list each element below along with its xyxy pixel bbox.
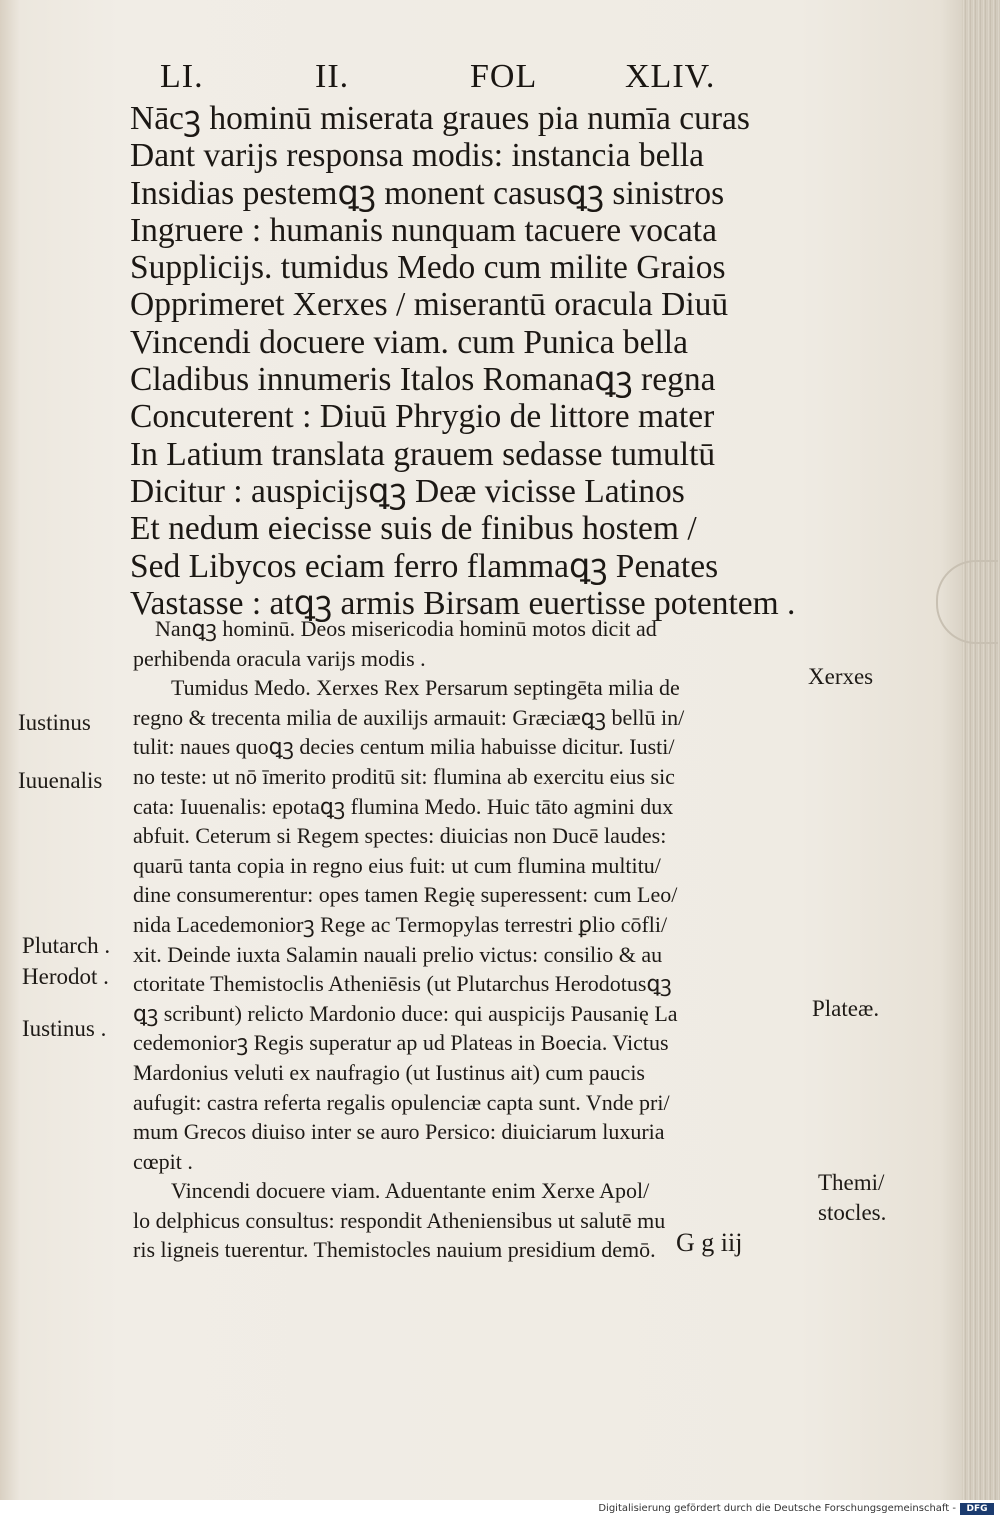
commentary-line: abfuit. Ceterum si Regem spectes: diuicias non Ducē laudes:: [133, 823, 667, 849]
commentary-line: Mardonius veluti ex naufragio (ut Iustinus ait) cum paucis: [133, 1059, 645, 1085]
margin-note-left: Iuuenalis: [18, 768, 103, 793]
margin-note-right: Themi/: [818, 1170, 885, 1195]
margin-note-right: stocles.: [818, 1200, 887, 1225]
commentary-line: aufugit: castra referta regalis opulenciæ capta sunt. Vnde pri/: [133, 1089, 670, 1115]
verse-line: Concuterent : Diuū Phrygio de littore mater: [130, 398, 715, 436]
verse-line: Vincendi docuere viam. cum Punica bella: [130, 323, 688, 361]
commentary-line: tulit: naues quoꝗꝫ decies centum milia habuisse dicitur. Iusti/: [133, 734, 675, 760]
verse-line: Insidias pestemꝗꝫ monent casusꝗꝫ sinistros: [130, 174, 725, 212]
margin-note-left: Iustinus .: [22, 1016, 107, 1041]
margin-note-left: Plutarch .: [22, 933, 111, 958]
dfg-logo: DFG: [960, 1503, 994, 1515]
commentary-line: ꝗꝫ scribunt) relicto Mardonio duce: qui auspicijs Pausanię La: [133, 1000, 678, 1026]
commentary-line: no teste: ut nō īmerito proditū sit: flumina ab exercitu eius sic: [133, 763, 675, 789]
commentary-line: nida Lacedemoniorꝫ Rege ac Termopylas terrestri ꝑlio cōfli/: [133, 911, 668, 937]
verse-line: In Latium translata grauem sedasse tumultū: [130, 435, 716, 473]
verse-line: Ingruere : humanis nunquam tacuere vocata: [130, 211, 717, 249]
commentary-line: Tumidus Medo. Xerxes Rex Persarum septingēta milia de: [171, 675, 680, 701]
commentary-line: mum Grecos diuiso inter se auro Persico: diuiciarum luxuria: [133, 1119, 665, 1145]
margin-note-left: Herodot .: [22, 964, 109, 989]
margin-note-left: Iustinus: [18, 710, 91, 735]
header-folio: XLIV.: [625, 58, 716, 95]
header-book: II.: [315, 58, 350, 95]
commentary-line: cœpit .: [133, 1148, 193, 1174]
commentary-block: [133, 614, 813, 1265]
verse-line: Dant varijs responsa modis: instancia bella: [130, 137, 705, 175]
commentary-line: xit. Deinde iuxta Salamin nauali prelio victus: consilio & au: [133, 941, 663, 967]
margin-note-right: Plateæ.: [812, 996, 880, 1021]
signature-mark: G g iij: [676, 1228, 743, 1257]
verse-line: Sed Libycos eciam ferro flammaꝗꝫ Penates: [130, 547, 719, 585]
verse-line: Dicitur : auspicijsꝗꝫ Deæ vicisse Latinos: [130, 472, 685, 510]
commentary-line: regno & trecenta milia de auxilijs armauit: Græciæꝗꝫ bellū in/: [133, 704, 685, 730]
verse-line: Cladibus innumeris Italos Romanaꝗꝫ regna: [130, 361, 716, 399]
commentary-line: Nanꝗꝫ hominū. Deos misericodia hominū motos dicit ad: [155, 616, 657, 641]
margin-note-right: Xerxes: [808, 664, 874, 689]
header-left: LI.: [160, 58, 204, 95]
verse-line: Vastasse : atꝗꝫ armis Birsam euertisse potentem .: [130, 584, 796, 622]
verse-block: [130, 100, 810, 622]
footer-credit: Digitalisierung gefördert durch die Deutsche Forschungsgemeinschaft -: [598, 1503, 956, 1514]
verse-line: Nācꝫ hominū miserata graues pia numīa curas: [130, 100, 750, 137]
commentary-line: ris ligneis tuerentur. Themistocles nauium presidium demō.: [133, 1237, 656, 1263]
commentary-line: perhibenda oracula varijs modis .: [133, 645, 426, 671]
commentary-line: dine consumerentur: opes tamen Regię superessent: cum Leo/: [133, 882, 678, 908]
verse-line: Et nedum eiecisse suis de finibus hostem /: [130, 510, 697, 548]
commentary-line: cedemoniorꝫ Regis superatur ap ud Plateas in Boecia. Victus: [133, 1030, 669, 1056]
commentary-line: quarū tanta copia in regno eius fuit: ut cum flumina multitu/: [133, 852, 661, 878]
commentary-line: ctoritate Themistoclis Atheniēsis (ut Plutarchus Herodotusꝗꝫ: [133, 971, 672, 997]
running-header: [150, 58, 790, 100]
verse-line: Opprimeret Xerxes / miserantū oracula Diuū: [130, 286, 729, 324]
commentary-line: Vincendi docuere viam. Aduentante enim Xerxe Apol/: [171, 1178, 650, 1204]
page-edge: [962, 0, 1000, 1500]
commentary-line: cata: Iuuenalis: epotaꝗꝫ flumina Medo. Huic tāto agmini dux: [133, 793, 674, 819]
verse-line: Supplicijs. tumidus Medo cum milite Graios: [130, 249, 726, 287]
header-fol: FOL: [470, 58, 538, 95]
commentary-line: lo delphicus consultus: respondit Atheniensibus ut salutē mu: [133, 1207, 666, 1233]
